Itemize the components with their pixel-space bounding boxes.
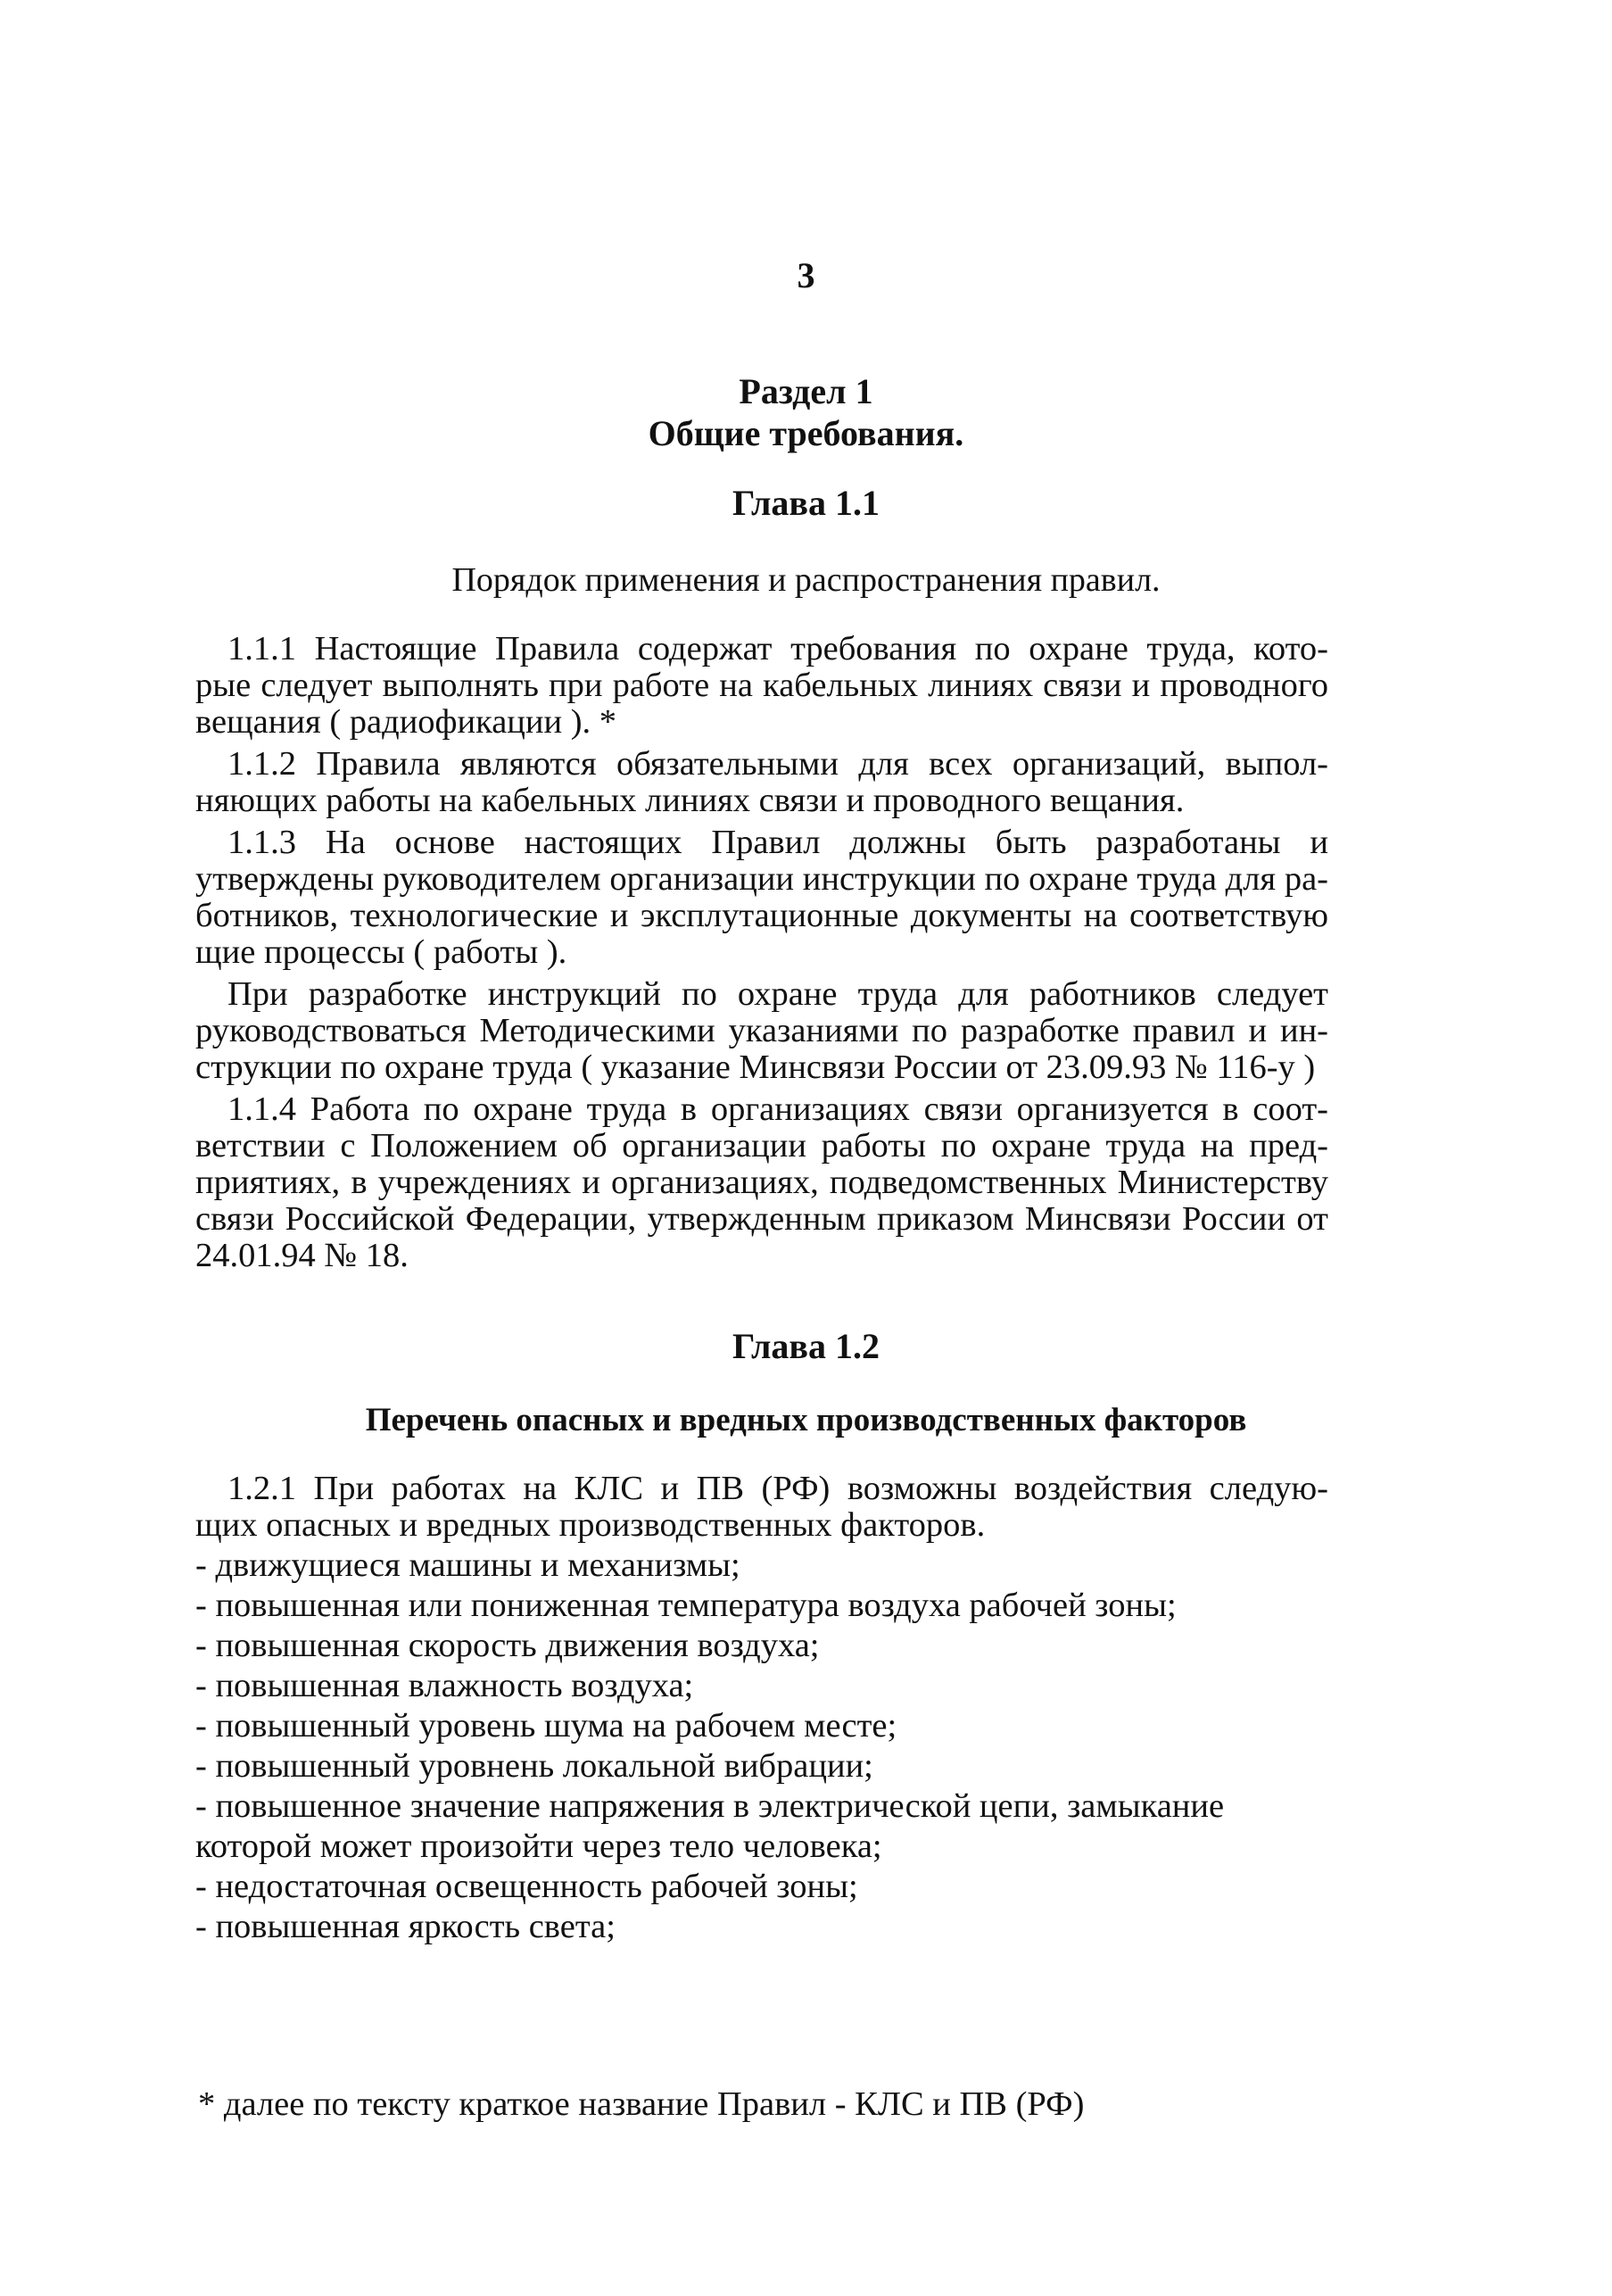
text-line: няющих работы на кабельных линиях связи и проводного вещания. xyxy=(195,782,1185,819)
chapter-1-1-title: Глава 1.1 xyxy=(732,483,880,523)
list-item: - повышенный уровень шума на рабочем месте; xyxy=(195,1707,897,1745)
text-line: руководствоваться Методическими указаниями по разработке правил и ин- xyxy=(195,1012,1328,1049)
text-line: 1.1.2 Правила являются обязательными для всех организаций, выпол- xyxy=(227,745,1328,783)
text-line: 1.1.4 Работа по охране труда в организациях связи организуется в соот- xyxy=(227,1090,1328,1128)
section-title: Раздел 1 xyxy=(739,371,873,411)
list-item: - повышенный уровнень локальной вибрации; xyxy=(195,1747,873,1785)
chapter-1-2-subtitle: Перечень опасных и вредных производственных факторов xyxy=(365,1402,1247,1438)
text-line: вещания ( радиофикации ). * xyxy=(195,703,617,741)
text-line: 1.2.1 При работах на КЛС и ПВ (РФ) возможны воздействия следую- xyxy=(227,1470,1328,1507)
text-line: При разработке инструкций по охране труда для работников следует xyxy=(227,975,1328,1013)
text-line: рые следует выполнять при работе на кабельных линиях связи и проводного xyxy=(195,667,1328,704)
text-line: 1.1.1 Настоящие Правила содержат требования по охране труда, кото- xyxy=(227,630,1328,667)
text-line: щих опасных и вредных производственных факторов. xyxy=(195,1506,986,1544)
list-item: - повышенная яркость света; xyxy=(195,1908,616,1945)
list-item: - повышенная скорость движения воздуха; xyxy=(195,1627,820,1664)
footnote: * далее по тексту краткое название Правил - КЛС и ПВ (РФ) xyxy=(198,2085,1085,2123)
text-line: ботников, технологические и эксплутационные документы на соответствую xyxy=(195,897,1328,934)
text-line: щие процессы ( работы ). xyxy=(195,933,567,971)
text-line: 1.1.3 На основе настоящих Правил должны быть разработаны и xyxy=(227,824,1328,861)
text-line: утверждены руководителем организации инструкции по охране труда для ра- xyxy=(195,860,1328,898)
list-item: - повышенное значение напряжения в электрической цепи, замыкание xyxy=(195,1787,1225,1825)
list-item-continuation: которой может произойти через тело человека; xyxy=(195,1828,882,1865)
text-line: связи Российской Федерации, утвержденным приказом Минсвязи России от xyxy=(195,1200,1328,1238)
list-item: - повышенная влажность воздуха; xyxy=(195,1667,694,1704)
list-item: - повышенная или пониженная температура воздуха рабочей зоны; xyxy=(195,1587,1177,1624)
page-number: 3 xyxy=(797,255,815,295)
list-item: - недостаточная освещенность рабочей зоны; xyxy=(195,1868,858,1905)
text-line: 24.01.94 № 18. xyxy=(195,1237,409,1274)
text-line: струкции по охране труда ( указание Минсвязи России от 23.09.93 № 116-у ) xyxy=(195,1049,1316,1086)
text-line: ветствии с Положением об организации работы по охране труда на пред- xyxy=(195,1127,1328,1165)
chapter-1-2-title: Глава 1.2 xyxy=(732,1326,880,1366)
chapter-1-1-subtitle: Порядок применения и распространения правил. xyxy=(451,561,1161,599)
section-subtitle: Общие требования. xyxy=(648,413,964,453)
list-item: - движущиеся машины и механизмы; xyxy=(195,1546,740,1584)
text-line: приятиях, в учреждениях и организациях, подведомственных Министерству xyxy=(195,1164,1328,1201)
